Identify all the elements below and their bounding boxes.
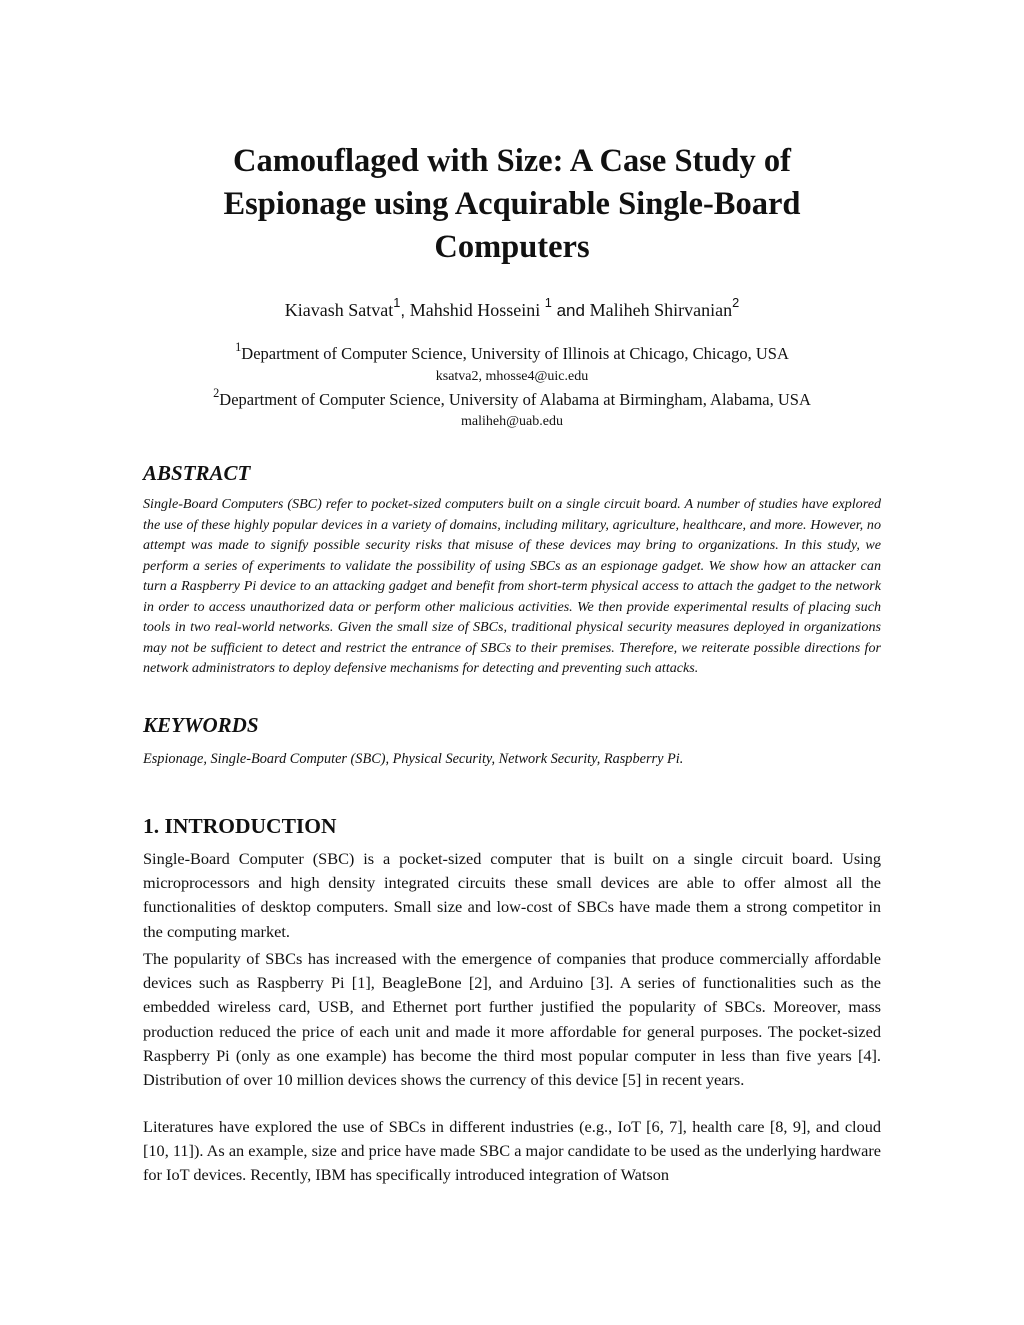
author-name: Maliheh Shirvanian	[589, 300, 733, 320]
intro-paragraph: Literatures have explored the use of SBCs in different industries (e.g., IoT [6, 7], health care [8, 9], and cloud [10, 11]). As an example, size and price have made SBC a major candidate to be used as the underlying hardware for IoT devices. Recently, IBM has specifically introduced integration of Watson	[143, 1117, 881, 1185]
affiliation-text: Department of Computer Science, University of Alabama at Birmingham, Alabama, USA	[219, 390, 811, 409]
title-line: Espionage using Acquirable Single-Board	[223, 186, 801, 222]
author-separator: and	[551, 301, 590, 320]
affiliation-mark: 2	[213, 385, 220, 400]
affiliation-mark: 1	[235, 339, 242, 354]
abstract-body: Single-Board Computers (SBC) refer to pocket-sized computers built on a single circuit board. A number of studies have explored the use of these highly popular devices in a variety of domains, including military, agriculture, healthcare, and more. However, no attempt was made to signify possible security risks that misuse of these devices may bring to organizations. In this study, we perform a series of experiments to validate the possibility of using SBCs as an espionage gadget. We show how an attacker can turn a Raspberry Pi device to an attacking gadget and benefit from short-term physical access to attach the gadget to the network in order to access unauthorized data or perform other malicious activities. We then provide experimental results of placing such tools in two real-world networks. Given the small size of SBCs, traditional physical security measures deployed in organizations may not be sufficient to detect and restrict the entrance of SBCs to their premises. Therefore, we reiterate possible directions for network administrators to deploy defensive mechanisms for detecting and preventing such attacks.	[143, 496, 881, 676]
author-affil-mark: 1	[393, 295, 401, 311]
affiliation-1	[0, 339, 1024, 364]
affiliation-2	[0, 385, 1024, 410]
affiliation-text: Department of Computer Science, University of Illinois at Chicago, Chicago, USA	[241, 344, 789, 363]
introduction-heading: 1. INTRODUCTION	[143, 814, 337, 838]
affiliation-1-email: ksatva2, mhosse4@uic.edu	[435, 369, 589, 384]
intro-paragraph: Single-Board Computer (SBC) is a pocket-sized computer that is built on a single circuit board. Using microprocessors and high density integrated circuits these small devices are able to offer almost all the functionalities of desktop computers. Small size and low-cost of SBCs have made them a strong competitor in the computing market.	[143, 849, 881, 941]
author-name: Kiavash Satvat	[284, 300, 394, 320]
keywords-body: Espionage, Single-Board Computer (SBC), Physical Security, Network Security, Raspberry Pi.	[143, 751, 684, 767]
author-affil-mark: 1	[544, 295, 552, 311]
title-line: Computers	[434, 229, 590, 265]
author-list	[0, 295, 1024, 323]
author-affil-mark: 2	[732, 295, 740, 311]
author-name: Mahshid Hosseini	[409, 300, 545, 320]
keywords-heading: KEYWORDS	[143, 713, 259, 737]
title-line: Camouflaged with Size: A Case Study of	[233, 143, 791, 179]
affiliation-2-email: maliheh@uab.edu	[461, 414, 563, 429]
abstract-heading: ABSTRACT	[143, 461, 251, 485]
paper-title	[150, 140, 874, 269]
intro-paragraph: The popularity of SBCs has increased with the emergence of companies that produce commercially affordable devices such as Raspberry Pi [1], BeagleBone [2], and Arduino [3]. A series of functionalities such as the embedded wireless card, USB, and Ethernet port further justified the popularity of SBCs. Moreover, mass production reduced the price of each unit and made it more affordable for general purposes. The pocket-sized Raspberry Pi (only as one example) has become the third most popular computer in less than five years [4]. Distribution of over 10 million devices shows the currency of this device [5] in recent years.	[143, 949, 881, 1090]
author-separator: ,	[400, 301, 410, 320]
